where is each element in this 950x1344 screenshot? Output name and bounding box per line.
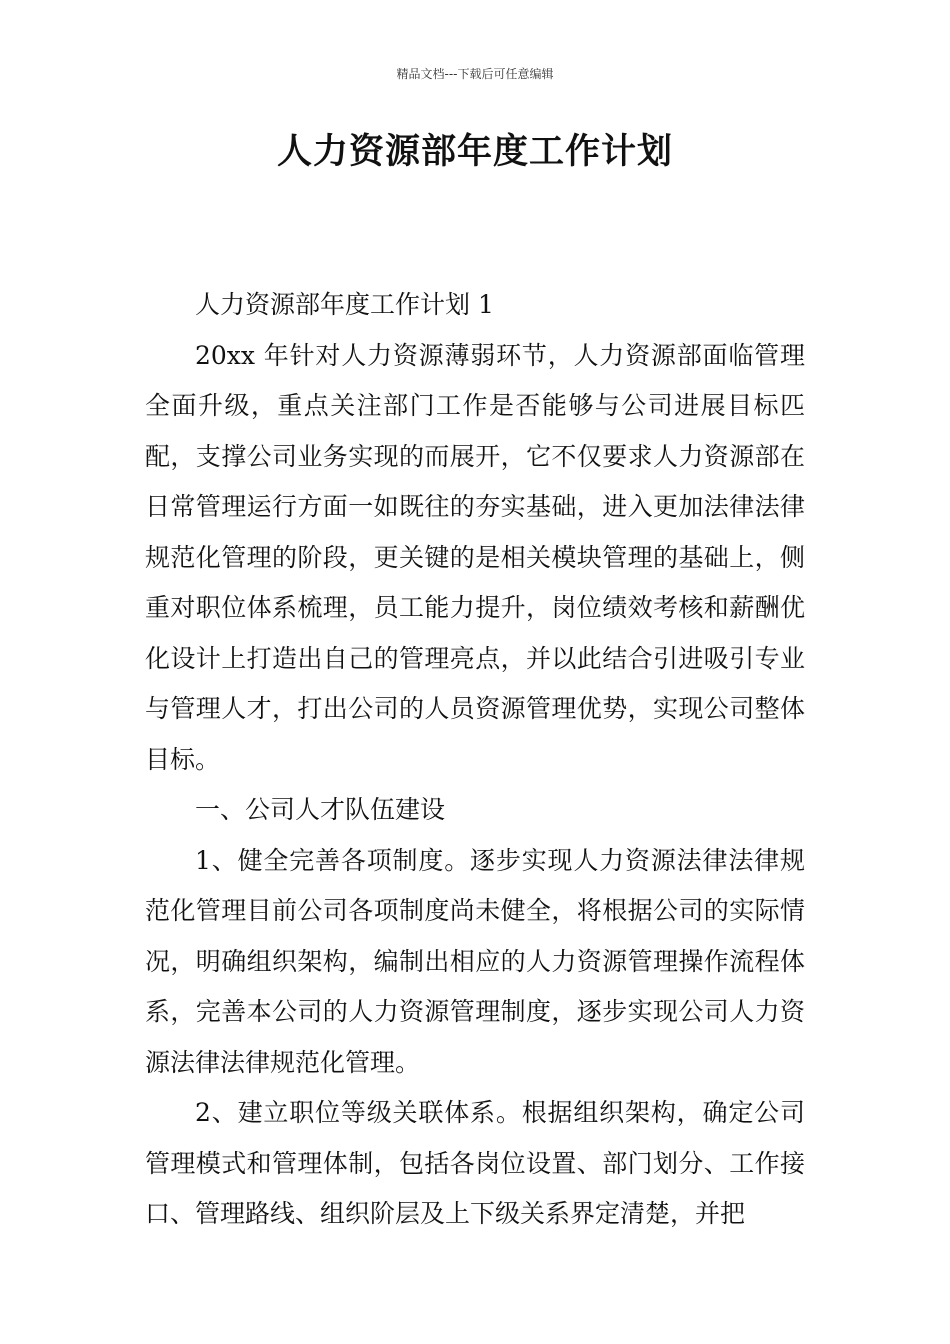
document-title: 人力资源部年度工作计划 <box>276 132 673 172</box>
header-note: 精品文档---下载后可任意编辑 <box>396 67 554 81</box>
section-heading: 一、公司人才队伍建设 <box>195 795 446 824</box>
section-heading: 人力资源部年度工作计划 1 <box>195 290 494 319</box>
paragraph-item-2: 2、建立职位等级关联体系。根据组织架构，确定公司管理模式和管理体制，包括各岗位设置、部门划分、工作接口、管理路线、组织阶层及上下级关系界定清楚，并把 <box>145 1098 805 1228</box>
document-body <box>145 280 805 1240</box>
paragraph-intro: 20xx 年针对人力资源薄弱环节，人力资源部面临管理全面升级，重点关注部门工作是否能够与公司进展目标匹配，支撑公司业务实现的而展开，它不仅要求人力资源部在日常管理运行方面一如既往的夯实基础，进入更加法律法律规范化管理的阶段，更关键的是相关模块管理的基础上，侧重对职位体系梳理，员工能力提升，岗位绩效考核和薪酬优化设计上打造出自己的管理亮点，并以此结合引进吸引专业与管理人才，打出公司的人员资源管理优势，实现公司整体目标。 <box>145 340 805 774</box>
paragraph-item-1: 1、健全完善各项制度。逐步实现人力资源法律法律规范化管理目前公司各项制度尚未健全，将根据公司的实际情况，明确组织架构，编制出相应的人力资源管理操作流程体系，完善本公司的人力资源管理制度，逐步实现公司人力资源法律法律规范化管理。 <box>145 845 805 1077</box>
